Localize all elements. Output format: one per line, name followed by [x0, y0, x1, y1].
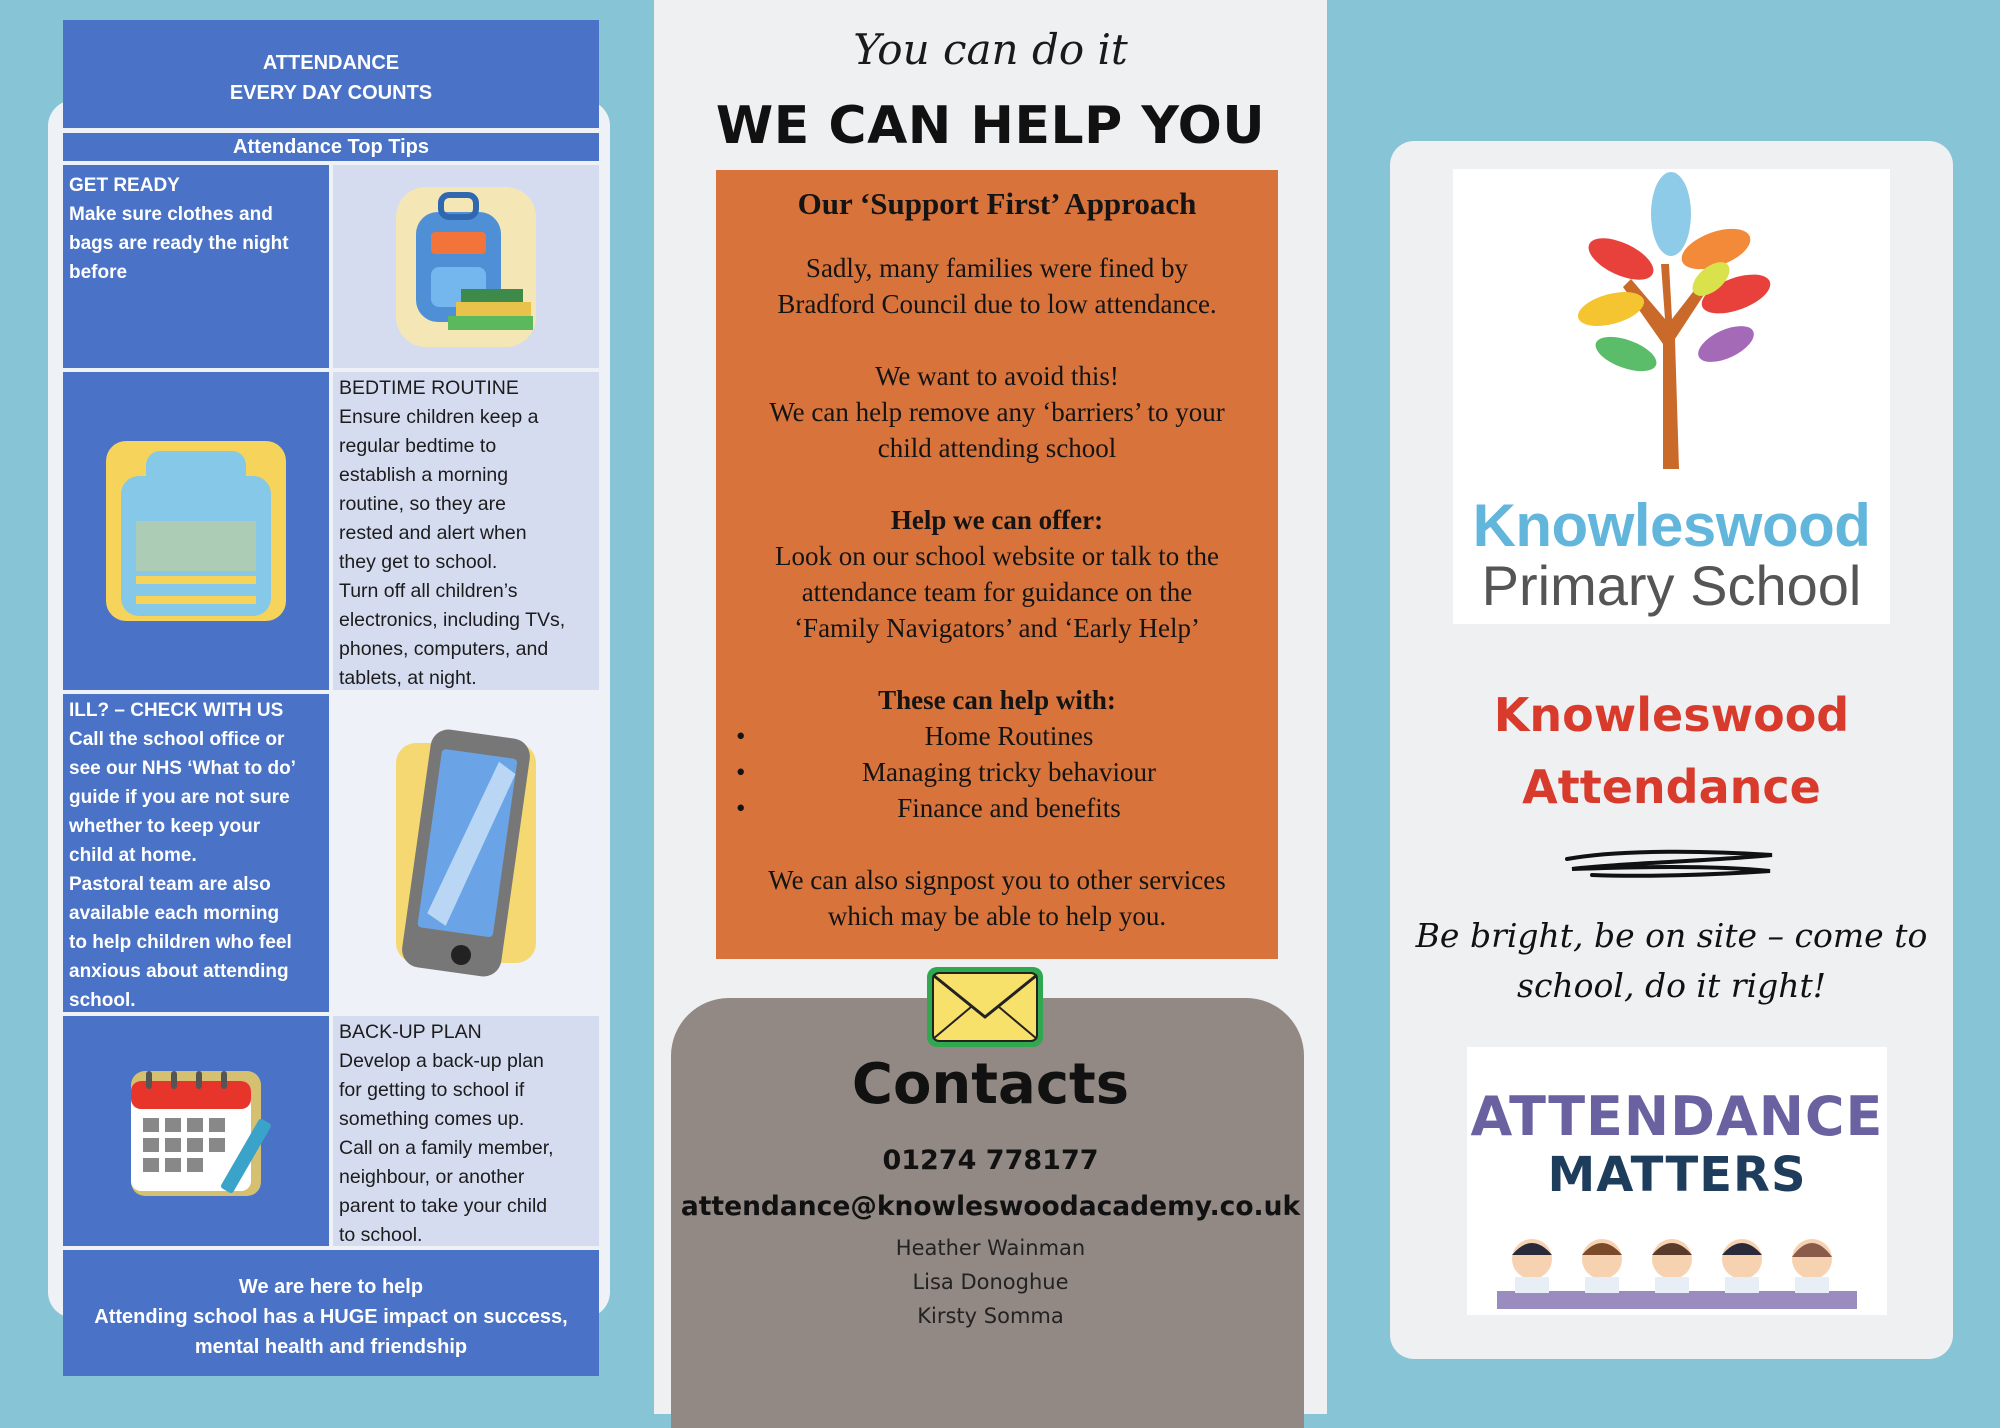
school-logo: [1453, 169, 1890, 624]
tip-line: establish a morning: [339, 464, 509, 486]
support-text: We can also signpost you to other services: [768, 865, 1226, 895]
attendance-matters-graphic: [1467, 1047, 1887, 1315]
bullet: •: [736, 757, 746, 787]
tip-text-bedtime: [333, 372, 599, 690]
tip-line: anxious about attending: [69, 961, 289, 982]
tip-line: Call on a family member,: [339, 1137, 554, 1159]
backpack-books-icon: [386, 177, 546, 357]
tip-line: bags are ready the night: [69, 233, 289, 254]
with-heading: These can help with:: [878, 685, 1116, 715]
tip-row-get-ready: [63, 165, 599, 368]
tip-line: Call the school office or: [69, 729, 285, 750]
support-text: Sadly, many families were fined by: [805, 253, 1189, 283]
footer-line-3: mental health and friendship: [194, 1336, 468, 1358]
cover-title-line-2: Attendance: [1522, 760, 1821, 814]
tip-image-cell: [333, 165, 599, 368]
tip-line: whether to keep your: [69, 816, 261, 837]
tip-line: routine, so they are: [339, 493, 506, 515]
bullet: •: [736, 793, 746, 823]
footer-line-2: Attending school has a HUGE impact on success,: [94, 1306, 568, 1328]
help-heading: Help we can offer:: [890, 505, 1104, 535]
support-text: Bradford Council due to low attendance.: [777, 289, 1217, 319]
tree-logo-icon: [1551, 169, 1791, 479]
tip-line: before: [69, 262, 128, 283]
support-text: We want to avoid this!: [875, 361, 1119, 391]
tip-line: tablets, at night.: [339, 667, 477, 689]
help-panel: [654, 0, 1327, 1414]
support-text: which may be able to help you.: [827, 901, 1167, 931]
cover-title-line-1: Knowleswood: [1493, 688, 1850, 742]
bed-icon: [91, 426, 301, 636]
support-text: attendance team for guidance on the: [801, 577, 1193, 607]
tip-line: to help children who feel: [69, 932, 292, 953]
squiggle-underline-icon: [1562, 847, 1777, 879]
header-line-1: ATTENDANCE: [262, 52, 400, 74]
contact-person: Heather Wainman: [895, 1236, 1086, 1260]
help-list: [716, 718, 1278, 826]
tip-line: phones, computers, and: [339, 638, 549, 660]
list-item: • Managing tricky behaviour: [716, 754, 1278, 790]
slogan: [1390, 911, 1953, 1011]
header-line-2: EVERY DAY COUNTS: [229, 82, 433, 104]
envelope-icon: [925, 965, 1045, 1049]
tip-line: neighbour, or another: [339, 1166, 525, 1188]
tip-image-cell: [333, 694, 599, 1012]
tip-title: GET READY: [69, 175, 180, 196]
list-item: • Finance and benefits: [716, 790, 1278, 826]
tip-line: Turn off all children’s: [339, 580, 518, 602]
tip-line: guide if you are not sure: [69, 787, 290, 808]
tip-text-backup: [333, 1016, 599, 1246]
tip-line: something comes up.: [339, 1108, 525, 1130]
tips-subheader: Attendance Top Tips: [63, 133, 599, 161]
support-first-box: [716, 170, 1278, 959]
phone-icon: [376, 723, 556, 983]
children-desk-icon: [1487, 1227, 1867, 1313]
support-title: Our ‘Support First’ Approach: [797, 186, 1197, 221]
tip-title: ILL? – CHECK WITH US: [69, 700, 284, 721]
logo-school-name: Knowleswood: [1472, 492, 1871, 559]
tip-image-cell: [63, 372, 329, 690]
tip-line: Pastoral team are also: [69, 874, 271, 895]
tip-title: BEDTIME ROUTINE: [339, 377, 519, 399]
list-item: • Home Routines: [716, 718, 1278, 754]
contact-email[interactable]: attendance@knowleswoodacademy.co.uk: [680, 1191, 1301, 1222]
tips-header: [63, 20, 599, 128]
contact-person: Lisa Donoghue: [912, 1270, 1069, 1294]
support-text: ‘Family Navigators’ and ‘Early Help’: [794, 613, 1200, 643]
tip-row-backup: [63, 1016, 599, 1246]
contact-person: Kirsty Somma: [917, 1304, 1064, 1328]
slogan-line-2: school, do it right!: [1517, 966, 1826, 1005]
tip-text-get-ready: [63, 165, 329, 368]
tip-text-ill: [63, 694, 329, 1012]
tip-line: rested and alert when: [339, 522, 527, 544]
logo-school-sub: Primary School: [1481, 554, 1862, 617]
tip-line: child at home.: [69, 845, 197, 866]
help-title: WE CAN HELP YOU: [715, 96, 1266, 156]
tip-row-bedtime: [63, 372, 599, 690]
script-heading: You can do it: [853, 25, 1128, 74]
tip-line: to school.: [339, 1224, 423, 1246]
tip-line: parent to take your child: [339, 1195, 548, 1217]
tip-line: Ensure children keep a: [339, 406, 539, 428]
tip-line: they get to school.: [339, 551, 498, 573]
tip-line: regular bedtime to: [339, 435, 497, 457]
attendance-tips-panel: [63, 20, 599, 1376]
tips-footer: [63, 1250, 599, 1376]
support-text: We can help remove any ‘barriers’ to your: [769, 397, 1225, 427]
tip-line: available each morning: [69, 903, 280, 924]
bullet: •: [736, 721, 746, 751]
contacts-title: Contacts: [851, 1052, 1130, 1117]
calendar-pencil-icon: [111, 1056, 281, 1206]
tip-title: BACK-UP PLAN: [339, 1021, 482, 1043]
tip-image-cell: [63, 1016, 329, 1246]
matters-line-2: MATTERS: [1547, 1147, 1807, 1203]
contact-phone[interactable]: 01274 778177: [882, 1145, 1099, 1176]
matters-line-1: ATTENDANCE: [1470, 1085, 1884, 1148]
slogan-line-1: Be bright, be on site – come to: [1415, 916, 1928, 955]
tip-line: school.: [69, 990, 136, 1011]
tip-line: for getting to school if: [339, 1079, 525, 1101]
tip-line: Develop a back-up plan: [339, 1050, 544, 1072]
support-text: Look on our school website or talk to the: [775, 541, 1219, 571]
tip-line: see our NHS ‘What to do’: [69, 758, 296, 779]
support-text: child attending school: [877, 433, 1117, 463]
cover-panel: [1390, 141, 1953, 1359]
footer-line-1: We are here to help: [238, 1276, 424, 1298]
tip-line: Make sure clothes and: [69, 204, 273, 225]
cover-title: [1390, 679, 1953, 823]
tip-row-ill: [63, 694, 599, 1012]
tip-line: electronics, including TVs,: [339, 609, 566, 631]
